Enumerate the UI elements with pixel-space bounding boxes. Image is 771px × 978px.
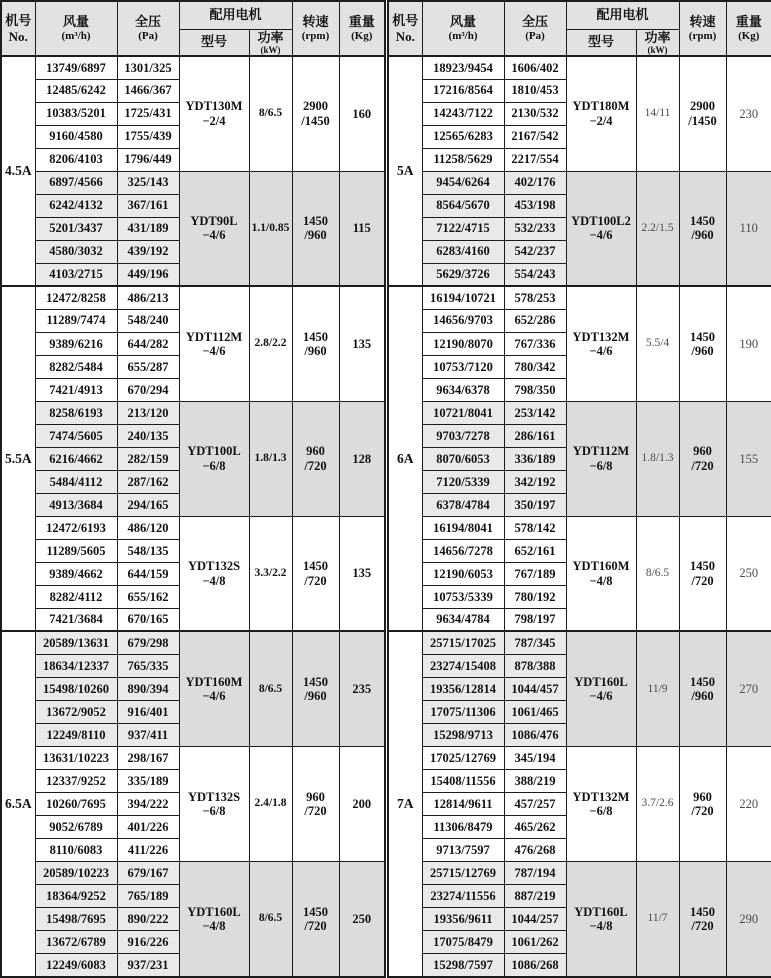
motor-model-cell: YDT132S −6/8 xyxy=(179,746,249,861)
pressure-unit: (Pa) xyxy=(138,29,158,42)
air-volume-cell: 13672/9052 xyxy=(35,700,117,723)
motor-power-cell: 1.1/0.85 xyxy=(249,171,292,286)
total-pressure-cell: 298/167 xyxy=(117,746,179,769)
total-pressure-cell: 294/165 xyxy=(117,493,179,516)
air-volume-cell: 13749/6897 xyxy=(35,56,117,79)
table-row xyxy=(1,746,385,769)
air-volume-cell: 9713/7597 xyxy=(422,839,504,862)
air-volume-cell: 17025/12769 xyxy=(422,746,504,769)
speed-cell: 960 /720 xyxy=(679,746,726,861)
air-volume-cell: 25715/17025 xyxy=(422,631,504,654)
total-pressure-cell: 2167/542 xyxy=(504,125,566,148)
speed-cell: 1450 /960 xyxy=(679,286,726,401)
total-pressure-cell: 890/394 xyxy=(117,677,179,700)
speed-unit: (rpm) xyxy=(688,29,717,42)
air-volume-cell: 7120/5339 xyxy=(422,470,504,493)
total-pressure-cell: 1086/268 xyxy=(504,954,566,977)
speed-cell: 1450 /720 xyxy=(292,862,339,977)
air-volume-cell: 8070/6053 xyxy=(422,447,504,470)
table-row xyxy=(1,56,385,79)
total-pressure-cell: 345/194 xyxy=(504,746,566,769)
air-volume-cell: 10260/7695 xyxy=(35,793,117,816)
speed-unit: (rpm) xyxy=(301,29,330,42)
motor-model-cell: YDT160L −4/6 xyxy=(566,631,636,746)
motor-power-unit: (kW) xyxy=(647,44,668,55)
air-volume-cell: 18923/9454 xyxy=(422,56,504,79)
air-volume-cell: 12814/9611 xyxy=(422,793,504,816)
col-header-motor-group: 配用电机 xyxy=(179,1,292,29)
total-pressure-cell: 798/350 xyxy=(504,378,566,401)
total-pressure-cell: 2217/554 xyxy=(504,148,566,171)
total-pressure-cell: 937/411 xyxy=(117,723,179,746)
weight-unit: (Kg) xyxy=(738,29,760,42)
speed-cell: 1450 /720 xyxy=(292,516,339,631)
total-pressure-cell: 916/401 xyxy=(117,700,179,723)
col-header-air-volume xyxy=(35,1,117,56)
table-row xyxy=(388,286,771,309)
air-volume-unit: (m³/h) xyxy=(448,29,478,42)
weight-cell: 128 xyxy=(339,401,385,516)
air-volume-cell: 16194/8041 xyxy=(422,516,504,539)
table-row xyxy=(1,286,385,309)
motor-power-cell: 3.3/2.2 xyxy=(249,516,292,631)
total-pressure-cell: 2130/532 xyxy=(504,102,566,125)
total-pressure-cell: 578/142 xyxy=(504,516,566,539)
motor-model-cell: YDT160L −4/8 xyxy=(179,862,249,977)
motor-model-cell: YDT112M −4/6 xyxy=(179,286,249,401)
air-volume-cell: 4103/2715 xyxy=(35,263,117,286)
table-row xyxy=(1,631,385,654)
weight-label: 重量 xyxy=(735,14,762,30)
speed-cell: 1450 /720 xyxy=(679,516,726,631)
air-volume-cell: 13672/6789 xyxy=(35,931,117,954)
air-volume-cell: 14243/7122 xyxy=(422,102,504,125)
weight-label: 重量 xyxy=(348,14,375,30)
air-volume-cell: 5484/4112 xyxy=(35,470,117,493)
speed-cell: 960 /720 xyxy=(292,746,339,861)
motor-model-cell: YDT130M −2/4 xyxy=(179,56,249,171)
air-volume-cell: 11289/7474 xyxy=(35,309,117,332)
total-pressure-cell: 887/219 xyxy=(504,885,566,908)
motor-model-cell: YDT100L −6/8 xyxy=(179,401,249,516)
total-pressure-cell: 431/189 xyxy=(117,217,179,240)
total-pressure-cell: 401/226 xyxy=(117,816,179,839)
machine-no-cell: 4.5A xyxy=(1,56,35,286)
total-pressure-cell: 890/222 xyxy=(117,908,179,931)
pressure-unit: (Pa) xyxy=(525,29,545,42)
total-pressure-cell: 679/167 xyxy=(117,862,179,885)
motor-power-cell: 11/7 xyxy=(636,862,679,977)
air-volume-cell: 12472/8258 xyxy=(35,286,117,309)
total-pressure-cell: 1755/439 xyxy=(117,125,179,148)
air-volume-cell: 17075/11306 xyxy=(422,700,504,723)
motor-power-cell: 8/6.5 xyxy=(249,862,292,977)
air-volume-cell: 9454/6264 xyxy=(422,171,504,194)
total-pressure-cell: 1044/457 xyxy=(504,677,566,700)
motor-power-label: 功率 xyxy=(644,29,671,45)
air-volume-cell: 12565/6283 xyxy=(422,125,504,148)
weight-cell: 160 xyxy=(339,56,385,171)
total-pressure-cell: 1061/262 xyxy=(504,931,566,954)
air-volume-cell: 12190/8070 xyxy=(422,332,504,355)
air-volume-cell: 9052/6789 xyxy=(35,816,117,839)
air-volume-cell: 7421/3684 xyxy=(35,608,117,631)
fan-spec-table-right xyxy=(387,0,771,978)
air-volume-cell: 9703/7278 xyxy=(422,424,504,447)
col-header-machine-no xyxy=(1,1,35,56)
air-volume-cell: 7421/4913 xyxy=(35,378,117,401)
total-pressure-cell: 767/336 xyxy=(504,332,566,355)
total-pressure-cell: 282/159 xyxy=(117,447,179,470)
speed-cell: 960 /720 xyxy=(679,401,726,516)
table-body-left xyxy=(1,56,385,977)
total-pressure-cell: 350/197 xyxy=(504,493,566,516)
total-pressure-cell: 402/176 xyxy=(504,171,566,194)
total-pressure-cell: 287/162 xyxy=(117,470,179,493)
total-pressure-cell: 578/253 xyxy=(504,286,566,309)
speed-cell: 1450 /960 xyxy=(292,631,339,746)
air-volume-cell: 4913/3684 xyxy=(35,493,117,516)
total-pressure-cell: 644/159 xyxy=(117,562,179,585)
air-volume-cell: 7474/5605 xyxy=(35,424,117,447)
table-row xyxy=(1,862,385,885)
total-pressure-cell: 767/189 xyxy=(504,562,566,585)
table-header xyxy=(388,1,771,56)
total-pressure-cell: 548/240 xyxy=(117,309,179,332)
air-volume-cell: 14656/7278 xyxy=(422,539,504,562)
weight-unit: (Kg) xyxy=(351,29,373,42)
total-pressure-cell: 652/286 xyxy=(504,309,566,332)
air-volume-cell: 5201/3437 xyxy=(35,217,117,240)
total-pressure-cell: 476/268 xyxy=(504,839,566,862)
table-row xyxy=(1,171,385,194)
weight-cell: 290 xyxy=(726,862,771,977)
total-pressure-cell: 1044/257 xyxy=(504,908,566,931)
total-pressure-cell: 486/120 xyxy=(117,516,179,539)
total-pressure-cell: 388/219 xyxy=(504,769,566,792)
air-volume-cell: 10753/7120 xyxy=(422,355,504,378)
air-volume-cell: 6216/4662 xyxy=(35,447,117,470)
air-volume-cell: 11289/5605 xyxy=(35,539,117,562)
air-volume-cell: 10383/5201 xyxy=(35,102,117,125)
col-header-machine-no xyxy=(388,1,422,56)
col-header-motor-power xyxy=(636,29,679,56)
air-volume-cell: 8110/6083 xyxy=(35,839,117,862)
motor-model-cell: YDT160M −4/6 xyxy=(179,631,249,746)
air-volume-cell: 6242/4132 xyxy=(35,194,117,217)
pressure-label: 全压 xyxy=(134,14,161,30)
col-header-motor-model: 型号 xyxy=(566,29,636,56)
total-pressure-cell: 542/237 xyxy=(504,240,566,263)
air-volume-cell: 12249/6083 xyxy=(35,954,117,977)
col-header-weight xyxy=(339,1,385,56)
air-volume-cell: 12485/6242 xyxy=(35,79,117,102)
col-header-pressure xyxy=(117,1,179,56)
motor-power-cell: 8/6.5 xyxy=(636,516,679,631)
total-pressure-cell: 336/189 xyxy=(504,447,566,470)
speed-cell: 1450 /960 xyxy=(292,171,339,286)
motor-power-cell: 5.5/4 xyxy=(636,286,679,401)
speed-cell: 1450 /720 xyxy=(679,862,726,977)
air-volume-cell: 16194/10721 xyxy=(422,286,504,309)
air-volume-cell: 20589/10223 xyxy=(35,862,117,885)
air-volume-unit: (m³/h) xyxy=(61,29,91,42)
table-row xyxy=(1,401,385,424)
motor-model-cell: YDT90L −4/6 xyxy=(179,171,249,286)
motor-model-cell: YDT160M −4/8 xyxy=(566,516,636,631)
weight-cell: 250 xyxy=(339,862,385,977)
table-row xyxy=(388,171,771,194)
machine-no-cell: 7A xyxy=(388,631,422,977)
air-volume-cell: 6897/4566 xyxy=(35,171,117,194)
total-pressure-cell: 394/222 xyxy=(117,793,179,816)
col-header-motor-power xyxy=(249,29,292,56)
motor-power-cell: 8/6.5 xyxy=(249,631,292,746)
total-pressure-cell: 367/161 xyxy=(117,194,179,217)
total-pressure-cell: 1796/449 xyxy=(117,148,179,171)
machine-no-sublabel: No. xyxy=(395,28,415,44)
motor-power-cell: 3.7/2.6 xyxy=(636,746,679,861)
air-volume-cell: 10753/5339 xyxy=(422,585,504,608)
table-row xyxy=(388,746,771,769)
air-volume-cell: 20589/13631 xyxy=(35,631,117,654)
machine-no-cell: 6A xyxy=(388,286,422,631)
total-pressure-cell: 780/342 xyxy=(504,355,566,378)
total-pressure-cell: 1725/431 xyxy=(117,102,179,125)
weight-cell: 270 xyxy=(726,631,771,746)
air-volume-label: 风量 xyxy=(62,14,89,30)
col-header-speed xyxy=(292,1,339,56)
total-pressure-cell: 765/189 xyxy=(117,885,179,908)
total-pressure-cell: 1086/476 xyxy=(504,723,566,746)
motor-power-cell: 14/11 xyxy=(636,56,679,171)
weight-cell: 235 xyxy=(339,631,385,746)
air-volume-cell: 15498/10260 xyxy=(35,677,117,700)
air-volume-cell: 11258/5629 xyxy=(422,148,504,171)
speed-label: 转速 xyxy=(689,14,716,30)
machine-no-cell: 5.5A xyxy=(1,286,35,631)
air-volume-cell: 12190/6053 xyxy=(422,562,504,585)
col-header-air-volume xyxy=(422,1,504,56)
motor-power-unit: (kW) xyxy=(260,44,281,55)
air-volume-cell: 6378/4784 xyxy=(422,493,504,516)
total-pressure-cell: 787/194 xyxy=(504,862,566,885)
total-pressure-cell: 457/257 xyxy=(504,793,566,816)
table-row xyxy=(388,56,771,79)
motor-power-label: 功率 xyxy=(257,29,284,45)
total-pressure-cell: 937/231 xyxy=(117,954,179,977)
total-pressure-cell: 916/226 xyxy=(117,931,179,954)
total-pressure-cell: 655/162 xyxy=(117,585,179,608)
weight-cell: 135 xyxy=(339,286,385,401)
air-volume-cell: 23274/15408 xyxy=(422,654,504,677)
total-pressure-cell: 453/198 xyxy=(504,194,566,217)
motor-power-cell: 8/6.5 xyxy=(249,56,292,171)
total-pressure-cell: 325/143 xyxy=(117,171,179,194)
motor-model-cell: YDT160L −4/8 xyxy=(566,862,636,977)
total-pressure-cell: 1061/465 xyxy=(504,700,566,723)
total-pressure-cell: 548/135 xyxy=(117,539,179,562)
total-pressure-cell: 1810/453 xyxy=(504,79,566,102)
air-volume-cell: 9160/4580 xyxy=(35,125,117,148)
air-volume-cell: 12337/9252 xyxy=(35,769,117,792)
total-pressure-cell: 286/161 xyxy=(504,424,566,447)
air-volume-cell: 15298/7597 xyxy=(422,954,504,977)
speed-cell: 1450 /960 xyxy=(292,286,339,401)
speed-cell: 960 /720 xyxy=(292,401,339,516)
total-pressure-cell: 787/345 xyxy=(504,631,566,654)
air-volume-cell: 17216/8564 xyxy=(422,79,504,102)
total-pressure-cell: 342/192 xyxy=(504,470,566,493)
motor-power-cell: 2.2/1.5 xyxy=(636,171,679,286)
total-pressure-cell: 554/243 xyxy=(504,263,566,286)
machine-no-label: 机号 xyxy=(392,12,419,28)
air-volume-cell: 18364/9252 xyxy=(35,885,117,908)
total-pressure-cell: 240/135 xyxy=(117,424,179,447)
air-volume-cell: 5629/3726 xyxy=(422,263,504,286)
air-volume-cell: 4580/3032 xyxy=(35,240,117,263)
motor-power-cell: 1.8/1.3 xyxy=(249,401,292,516)
air-volume-cell: 12472/6193 xyxy=(35,516,117,539)
total-pressure-cell: 878/388 xyxy=(504,654,566,677)
air-volume-cell: 6283/4160 xyxy=(422,240,504,263)
air-volume-cell: 19356/9611 xyxy=(422,908,504,931)
machine-no-label: 机号 xyxy=(5,12,32,28)
total-pressure-cell: 798/197 xyxy=(504,608,566,631)
air-volume-cell: 8564/5670 xyxy=(422,194,504,217)
total-pressure-cell: 765/335 xyxy=(117,654,179,677)
weight-cell: 135 xyxy=(339,516,385,631)
table-row xyxy=(388,631,771,654)
weight-cell: 155 xyxy=(726,401,771,516)
machine-no-cell: 5A xyxy=(388,56,422,286)
air-volume-cell: 9389/4662 xyxy=(35,562,117,585)
air-volume-cell: 11306/8479 xyxy=(422,816,504,839)
total-pressure-cell: 486/213 xyxy=(117,286,179,309)
motor-model-cell: YDT132M −4/6 xyxy=(566,286,636,401)
air-volume-label: 风量 xyxy=(450,14,477,30)
air-volume-cell: 15408/11556 xyxy=(422,769,504,792)
table-body-right xyxy=(388,56,771,977)
speed-label: 转速 xyxy=(302,14,329,30)
total-pressure-cell: 213/120 xyxy=(117,401,179,424)
total-pressure-cell: 1606/402 xyxy=(504,56,566,79)
air-volume-cell: 8206/4103 xyxy=(35,148,117,171)
air-volume-cell: 13631/10223 xyxy=(35,746,117,769)
air-volume-cell: 18634/12337 xyxy=(35,654,117,677)
weight-cell: 190 xyxy=(726,286,771,401)
total-pressure-cell: 652/161 xyxy=(504,539,566,562)
air-volume-cell: 8282/4112 xyxy=(35,585,117,608)
air-volume-cell: 12249/8110 xyxy=(35,723,117,746)
air-volume-cell: 23274/11556 xyxy=(422,885,504,908)
motor-power-cell: 2.8/2.2 xyxy=(249,286,292,401)
table-row xyxy=(388,862,771,885)
table-header xyxy=(1,1,385,56)
total-pressure-cell: 1466/367 xyxy=(117,79,179,102)
motor-power-cell: 11/9 xyxy=(636,631,679,746)
motor-power-cell: 2.4/1.8 xyxy=(249,746,292,861)
air-volume-cell: 10721/8041 xyxy=(422,401,504,424)
table-row xyxy=(388,401,771,424)
air-volume-cell: 9634/6378 xyxy=(422,378,504,401)
air-volume-cell: 8258/6193 xyxy=(35,401,117,424)
motor-model-cell: YDT180M −2/4 xyxy=(566,56,636,171)
air-volume-cell: 7122/4715 xyxy=(422,217,504,240)
air-volume-cell: 15298/9713 xyxy=(422,723,504,746)
col-header-pressure xyxy=(504,1,566,56)
total-pressure-cell: 411/226 xyxy=(117,839,179,862)
pressure-label: 全压 xyxy=(522,14,549,30)
speed-cell: 2900 /1450 xyxy=(292,56,339,171)
table-row xyxy=(388,516,771,539)
machine-no-sublabel: No. xyxy=(8,28,28,44)
col-header-speed xyxy=(679,1,726,56)
motor-model-cell: YDT132M −6/8 xyxy=(566,746,636,861)
table-row xyxy=(1,516,385,539)
total-pressure-cell: 335/189 xyxy=(117,769,179,792)
col-header-weight xyxy=(726,1,771,56)
weight-cell: 230 xyxy=(726,56,771,171)
air-volume-cell: 9634/4784 xyxy=(422,608,504,631)
total-pressure-cell: 1301/325 xyxy=(117,56,179,79)
total-pressure-cell: 449/196 xyxy=(117,263,179,286)
motor-model-cell: YDT100L2 −4/6 xyxy=(566,171,636,286)
speed-cell: 1450 /960 xyxy=(679,171,726,286)
total-pressure-cell: 670/294 xyxy=(117,378,179,401)
motor-model-cell: YDT132S −4/8 xyxy=(179,516,249,631)
air-volume-cell: 15498/7695 xyxy=(35,908,117,931)
col-header-motor-group: 配用电机 xyxy=(566,1,679,29)
air-volume-cell: 9389/6216 xyxy=(35,332,117,355)
motor-power-cell: 1.8/1.3 xyxy=(636,401,679,516)
total-pressure-cell: 644/282 xyxy=(117,332,179,355)
speed-cell: 1450 /960 xyxy=(679,631,726,746)
weight-cell: 115 xyxy=(339,171,385,286)
speed-cell: 2900 /1450 xyxy=(679,56,726,171)
total-pressure-cell: 655/287 xyxy=(117,355,179,378)
air-volume-cell: 25715/12769 xyxy=(422,862,504,885)
air-volume-cell: 17075/8479 xyxy=(422,931,504,954)
col-header-motor-model: 型号 xyxy=(179,29,249,56)
weight-cell: 250 xyxy=(726,516,771,631)
air-volume-cell: 8282/5484 xyxy=(35,355,117,378)
total-pressure-cell: 465/262 xyxy=(504,816,566,839)
total-pressure-cell: 532/233 xyxy=(504,217,566,240)
machine-no-cell: 6.5A xyxy=(1,631,35,977)
total-pressure-cell: 253/142 xyxy=(504,401,566,424)
total-pressure-cell: 679/298 xyxy=(117,631,179,654)
weight-cell: 110 xyxy=(726,171,771,286)
total-pressure-cell: 780/192 xyxy=(504,585,566,608)
motor-model-cell: YDT112M −6/8 xyxy=(566,401,636,516)
air-volume-cell: 14656/9703 xyxy=(422,309,504,332)
total-pressure-cell: 670/165 xyxy=(117,608,179,631)
weight-cell: 200 xyxy=(339,746,385,861)
weight-cell: 220 xyxy=(726,746,771,861)
air-volume-cell: 19356/12814 xyxy=(422,677,504,700)
total-pressure-cell: 439/192 xyxy=(117,240,179,263)
